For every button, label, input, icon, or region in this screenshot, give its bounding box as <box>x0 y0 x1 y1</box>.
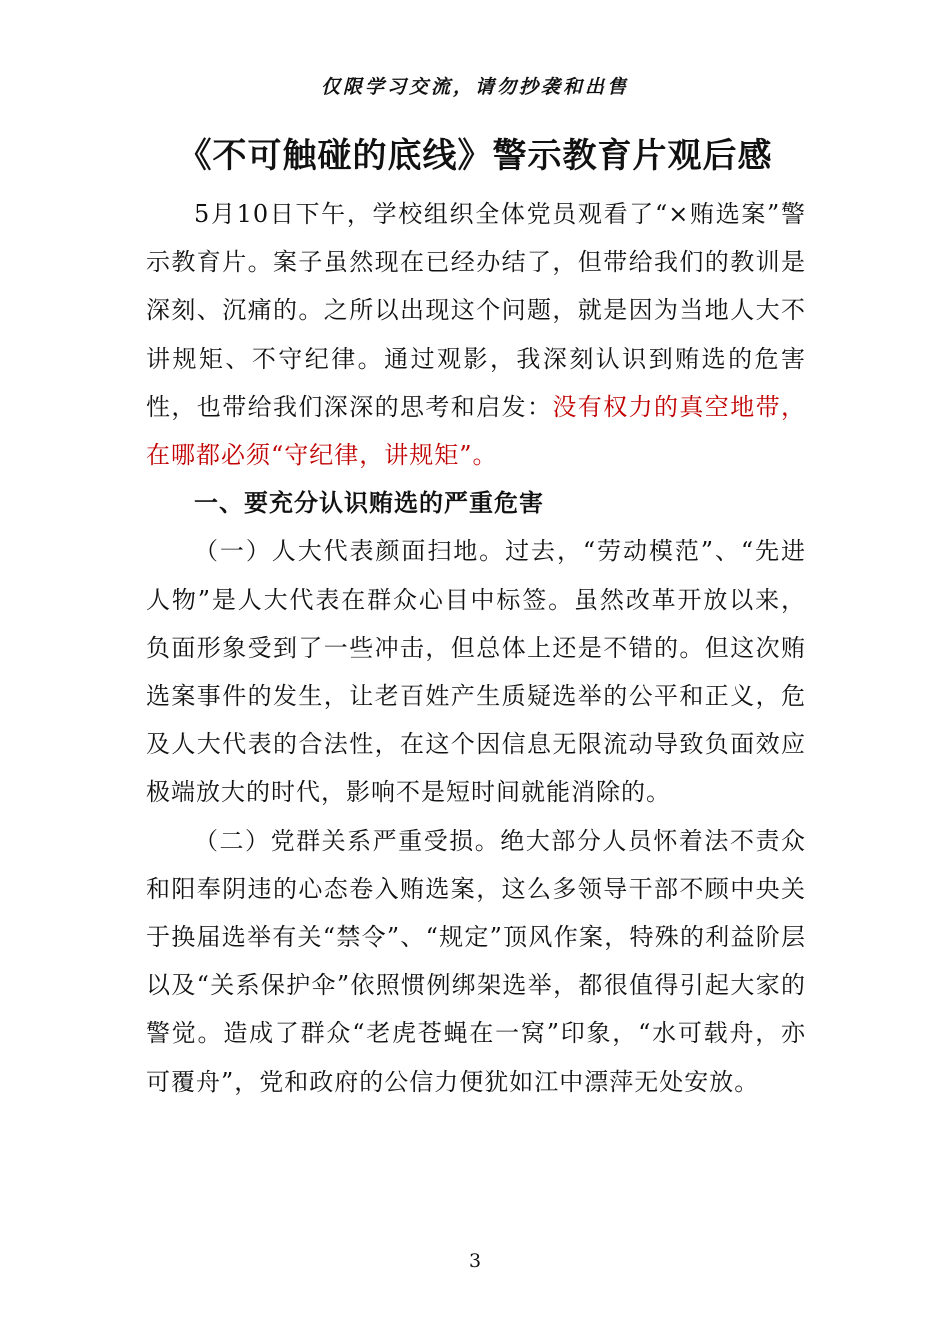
paragraph-1: （一）人大代表颜面扫地。过去，“劳动模范”、“先进人物”是人大代表在群众心目中标签。虽然改革开放以来，负面形象受到了一些冲击，但总体上还是不错的。但这次贿选案事件的发生，让老百姓产生质疑选举的公平和正义，危及人大代表的合法性，在这个因信息无限流动导致负面效应极端放大的时代，影响不是短时间就能消除的。 <box>146 537 806 807</box>
page-number: 3 <box>468 1250 482 1272</box>
paragraph-2: （二）党群关系严重受损。绝大部分人员怀着法不责众和阳奉阴违的心态卷入贿选案，这么多领导干部不顾中央关于换届选举有关“禁令”、“规定”顶风作案，特殊的利益阶层以及“关系保护伞”依照惯例绑架选举，都很值得引起大家的警觉。造成了群众“老虎苍蝇在一窝”印象，“水可载舟，亦可覆舟”，党和政府的公信力便犹如江中漂萍无处安放。 <box>146 826 806 1096</box>
section-heading: 一、要充分认识贿选的严重危害 <box>194 488 544 518</box>
document-title: 《不可触碰的底线》警示教育片观后感 <box>177 136 773 176</box>
header-note: 仅限学习交流，请勿抄袭和出售 <box>320 76 629 98</box>
document-body <box>146 190 806 1106</box>
intro-text: 5月10日下午，学校组织全体党员观看了“×贿选案”警示教育片。案子虽然现在已经办结了，但带给我们的教训是深刻、沉痛的。之所以出现这个问题，就是因为当地人大不讲规矩、不守纪律。通过观影，我深刻认识到贿选的危害性，也带给我们深深的思考和启发： <box>146 200 806 421</box>
intro-highlight: 没有权力的真空地带，在哪都必须“守纪律，讲规矩”。 <box>146 392 807 470</box>
intro-paragraph <box>146 190 806 479</box>
